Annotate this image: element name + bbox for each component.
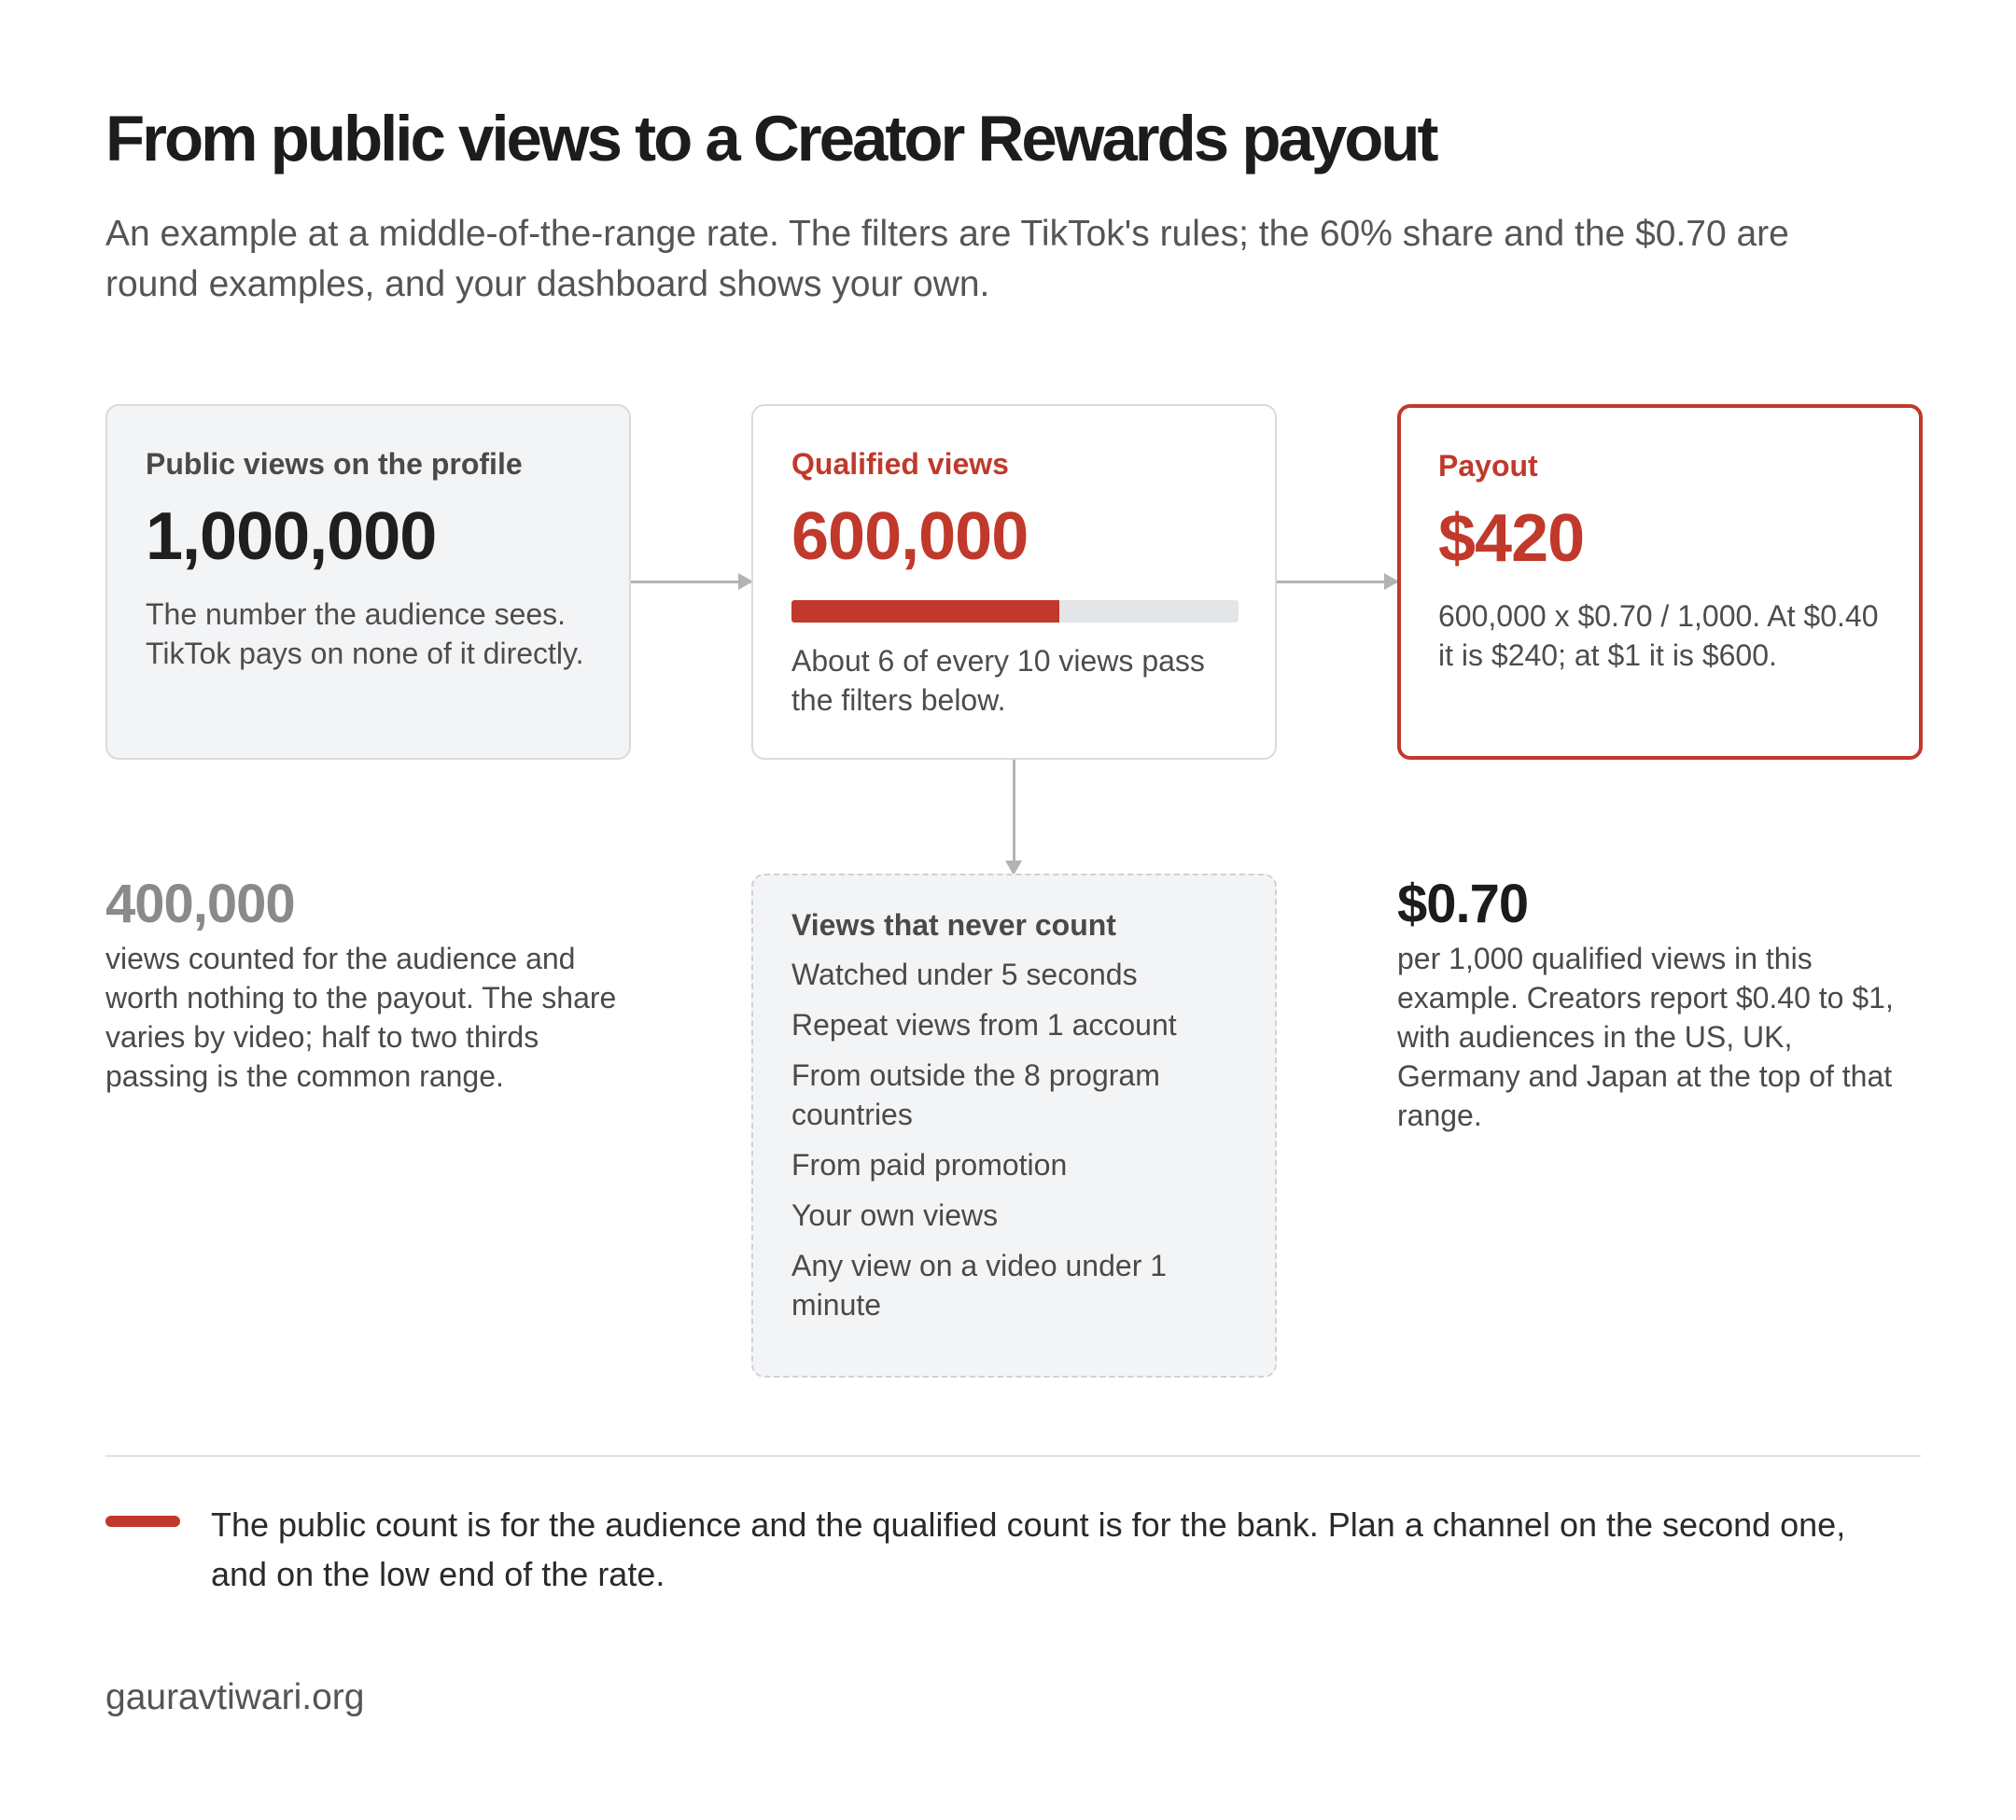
page-title: From public views to a Creator Rewards payout <box>105 103 1436 175</box>
public-views-value: 1,000,000 <box>146 499 437 574</box>
unqualified-views-value: 400,000 <box>105 874 295 934</box>
qualified-views-label: Qualified views <box>791 447 1009 481</box>
filter-item: Your own views <box>791 1198 999 1232</box>
payout-desc: 600,000 x $0.70 / 1,000. At $0.40 it is $240; at $1 it is $600. <box>1438 599 1879 672</box>
payout-label: Payout <box>1438 449 1538 483</box>
filter-item: From outside the 8 program countries <box>791 1058 1160 1131</box>
page-subtitle: An example at a middle-of-the-range rate. The filters are TikTok's rules; the 60% share and the $0.70 are round examples, and your dashboard shows your own. <box>105 214 1789 304</box>
qualified-views-desc: About 6 of every 10 views pass the filters below. <box>791 644 1205 717</box>
site-credit: gauravtiwari.org <box>105 1677 365 1717</box>
filter-item: From paid promotion <box>791 1148 1068 1182</box>
filter-item: Any view on a video under 1 minute <box>791 1249 1168 1322</box>
unqualified-views-desc: views counted for the audience and worth nothing to the payout. The share varies by video; half to two thirds passing is the common range. <box>105 942 617 1093</box>
payout-value: $420 <box>1438 501 1585 576</box>
qualified-share-bar-fill <box>791 600 1059 623</box>
filters-title: Views that never count <box>791 908 1116 942</box>
rate-block <box>1397 874 1920 1135</box>
note-accent-swatch <box>105 1516 180 1527</box>
section-divider <box>105 1455 1921 1457</box>
qualified-views-value: 600,000 <box>791 499 1029 574</box>
arrow-qualified-to-filters <box>1013 760 1015 872</box>
unqualified-views-block <box>105 874 628 1096</box>
qualified-views-card <box>751 404 1277 760</box>
rate-value: $0.70 <box>1397 874 1529 934</box>
filter-item: Repeat views from 1 account <box>791 1008 1177 1042</box>
payout-card <box>1397 404 1923 760</box>
takeaway-note: The public count is for the audience and the qualified count is for the bank. Plan a channel on the second one, and on the low end of the rate. <box>211 1505 1846 1593</box>
public-views-desc: The number the audience sees. TikTok pays on none of it directly. <box>146 597 584 670</box>
filter-item: Watched under 5 seconds <box>791 958 1138 991</box>
rate-desc: per 1,000 qualified views in this example. Creators report $0.40 to $1, with audiences in the US, UK, Germany and Japan at the top of that range. <box>1397 942 1894 1132</box>
arrow-public-to-qualified <box>631 581 751 583</box>
public-views-label: Public views on the profile <box>146 447 523 481</box>
filters-box <box>751 874 1277 1378</box>
arrow-qualified-to-payout <box>1277 581 1397 583</box>
public-views-card <box>105 404 631 760</box>
qualified-share-bar <box>791 600 1239 623</box>
